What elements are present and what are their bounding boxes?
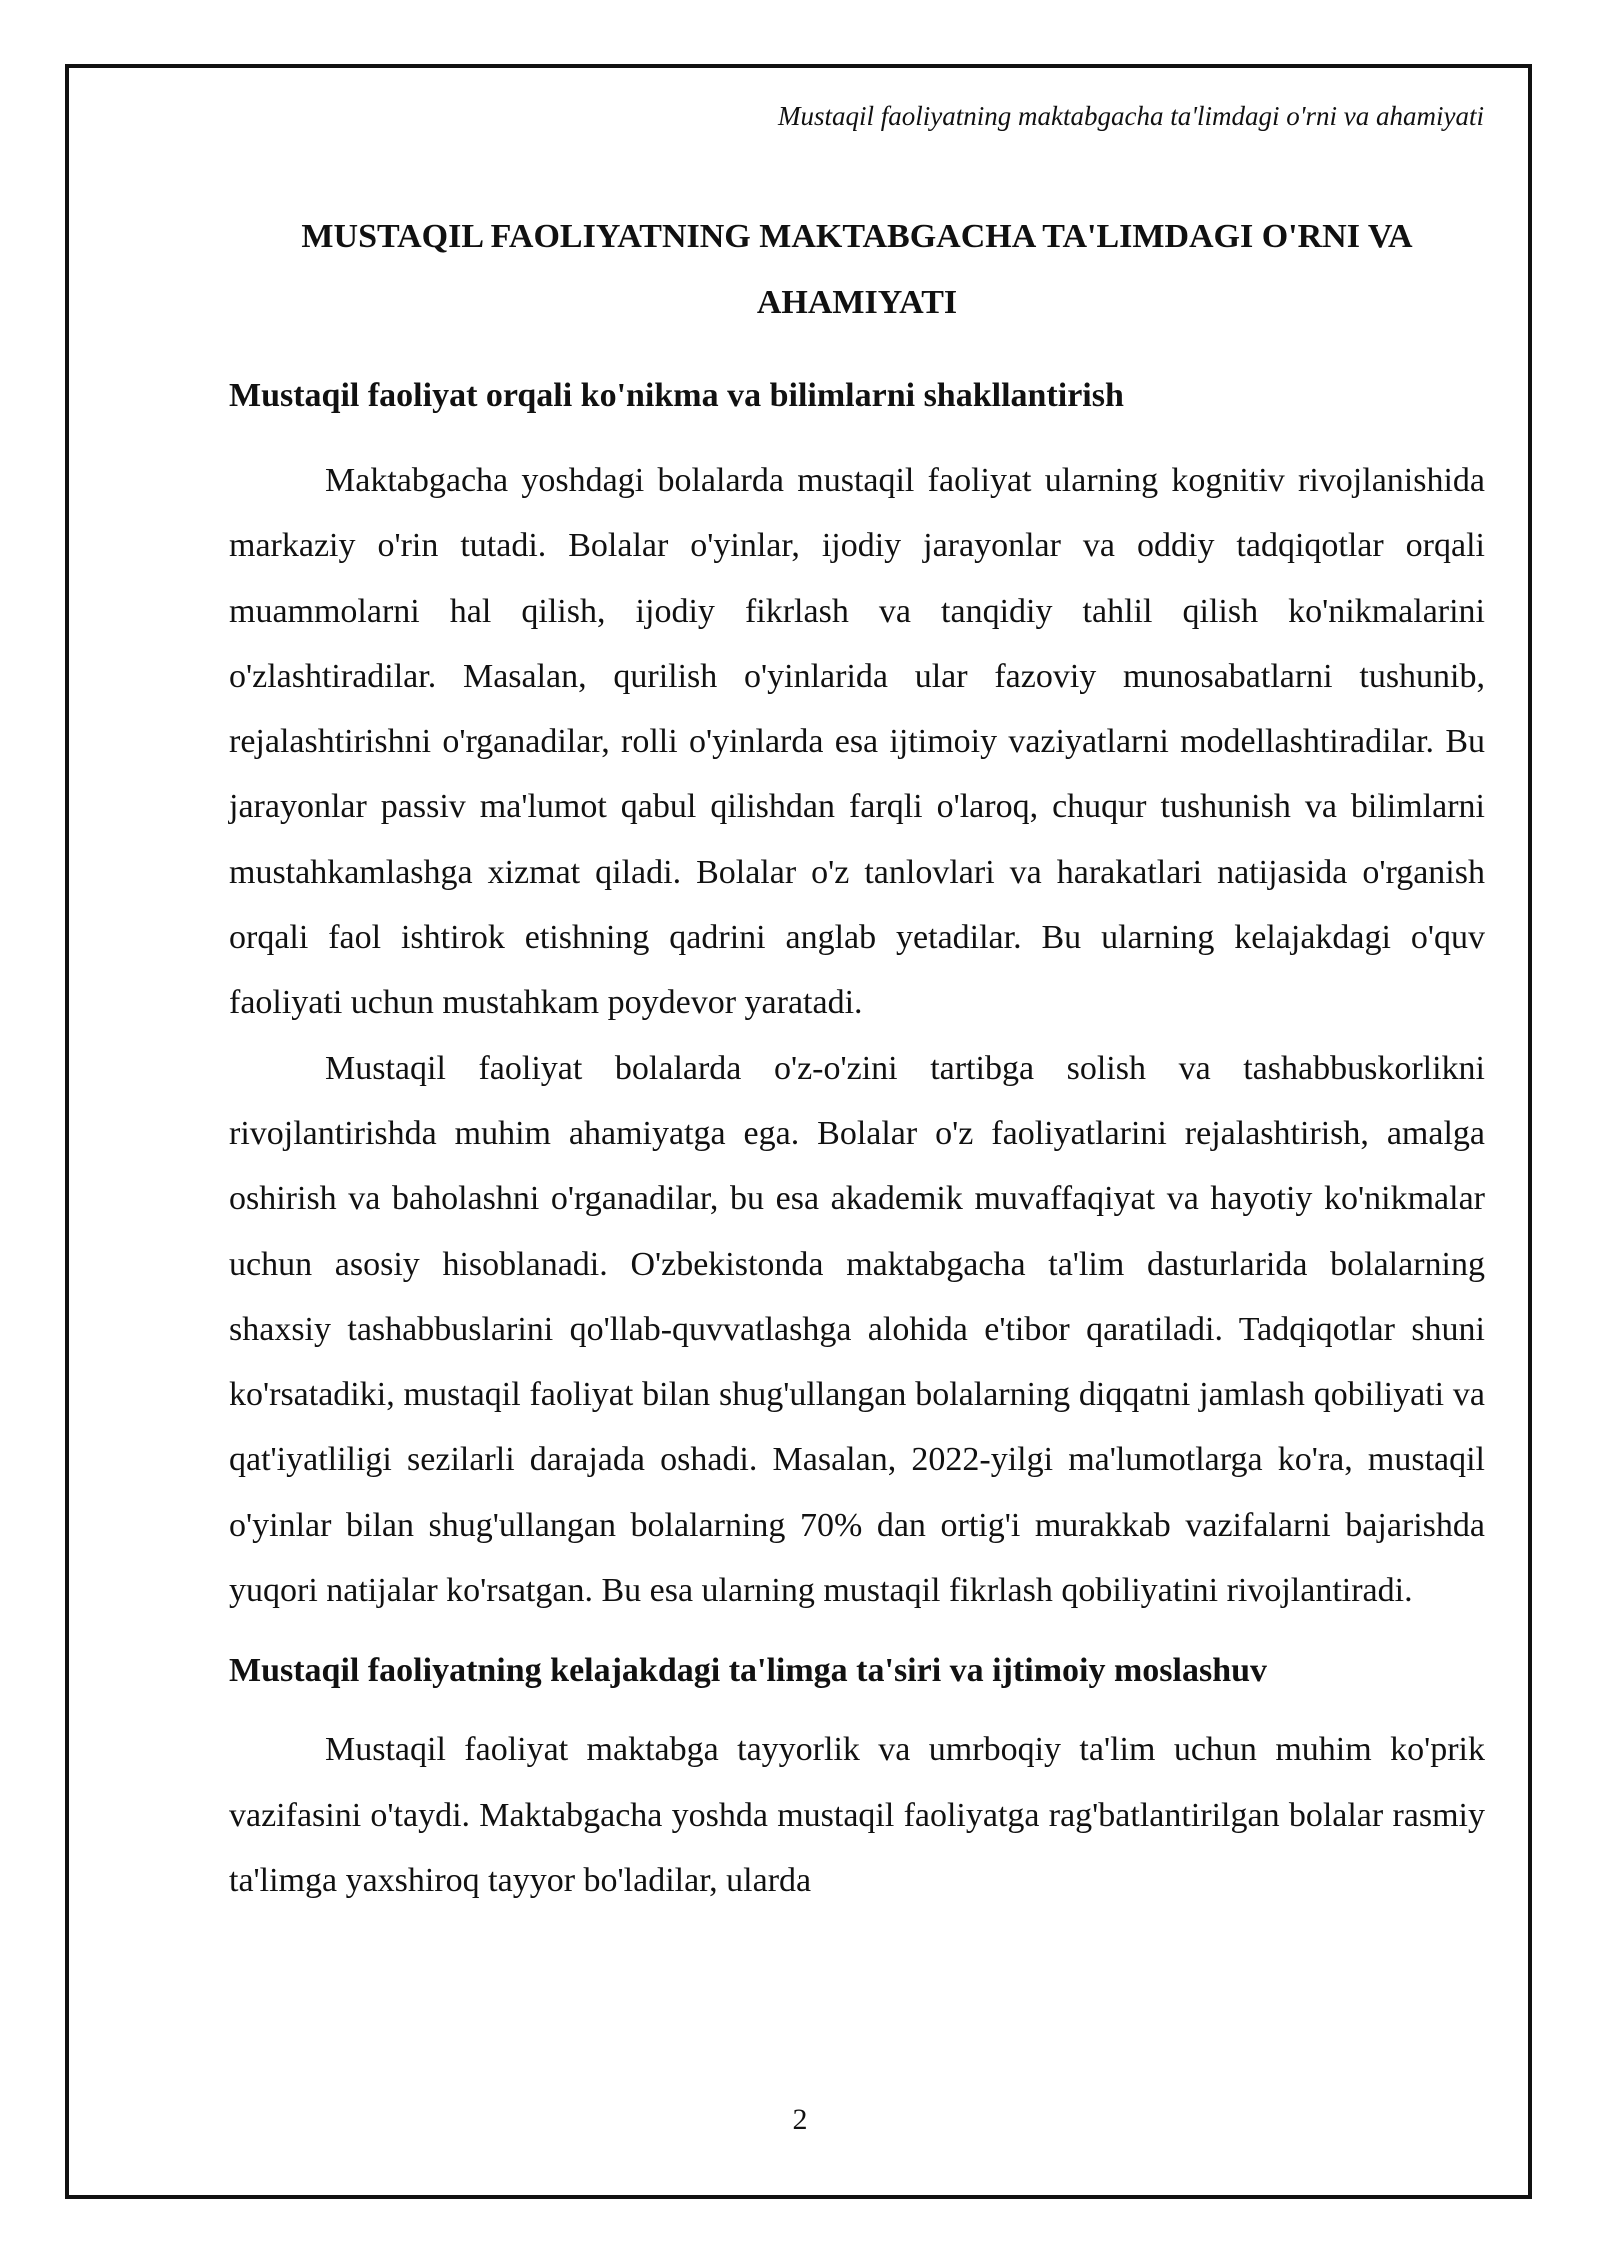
paragraph: Mustaqil faoliyat bolalarda o'z-o'zini tartibga solish va tashabbuskorlikni rivojlantirishda muhim ahamiyatga ega. Bolalar o'z faoliyatlarini rejalashtirish, amalga oshirish va baholashni o'rganadilar, bu esa akademik muvaffaqiyat va hayotiy ko'nikmalar uchun asosiy hisoblanadi. O'zbekistonda maktabgacha ta'lim dasturlarida bolalarning shaxsiy tashabbuslarini qo'llab-quvvatlashga alohida e'tibor qaratiladi. Tadqiqotlar shuni ko'rsatadiki, mustaqil faoliyat bilan shug'ullangan bolalarning diqqatni jamlash qobiliyati va qat'iyatliligi sezilarli darajada oshadi. Masalan, 2022-yilgi ma'lumotlarga ko'ra, mustaqil o'yinlar bilan shug'ullangan bolalarning 70% dan ortig'i murakkab vazifalarni bajarishda yuqori natijalar ko'rsatgan. Bu esa ularning mustaqil fikrlash qobiliyatini rivojlantiradi. [229, 1049, 1485, 1610]
document-body [229, 204, 1485, 1913]
paragraph: Maktabgacha yoshdagi bolalarda mustaqil faoliyat ularning kognitiv rivojlanishida markaziy o'rin tutadi. Bolalar o'yinlar, ijodiy jarayonlar va oddiy tadqiqotlar orqali muammolarni hal qilish, ijodiy fikrlash va tanqidiy tahlil qilish ko'nikmalarini o'zlashtiradilar. Masalan, qurilish o'yinlarida ular fazoviy munosabatlarni tushunib, rejalashtirishni o'rganadilar, rolli o'yinlarda esa ijtimoiy vaziyatlarni modellashtiradilar. Bu jarayonlar passiv ma'lumot qabul qilishdan farqli o'laroq, chuqur tushunish va bilimlarni mustahkamlashga xizmat qiladi. Bolalar o'z tanlovlari va harakatlari natijasida o'rganish orqali faol ishtirok etishning qadrini anglab yetadilar. Bu ularning kelajakdagi o'quv faoliyati uchun mustahkam poydevor yaratadi. [229, 462, 1485, 1022]
paragraph: Mustaqil faoliyat maktabga tayyorlik va umrboqiy ta'lim uchun muhim ko'prik vazifasini o'taydi. Maktabgacha yoshda mustaqil faoliyatga rag'batlantirilgan bolalar rasmiy ta'limga yaxshiroq tayyor bo'ladilar, ularda [229, 1731, 1485, 1899]
section-heading-future-education: Mustaqil faoliyatning kelajakdagi ta'limga ta'siri va ijtimoiy moslashuv [229, 1652, 1268, 1690]
page-number: 2 [792, 2103, 808, 2136]
document-title: MUSTAQIL FAOLIYATNING MAKTABGACHA TA'LIMDAGI O'RNI VA AHAMIYATI [301, 218, 1413, 321]
running-header: Mustaqil faoliyatning maktabgacha ta'limdagi o'rni va ahamiyati [778, 101, 1484, 131]
section-heading-skills: Mustaqil faoliyat orqali ko'nikma va bilimlarni shakllantirish [229, 377, 1124, 414]
